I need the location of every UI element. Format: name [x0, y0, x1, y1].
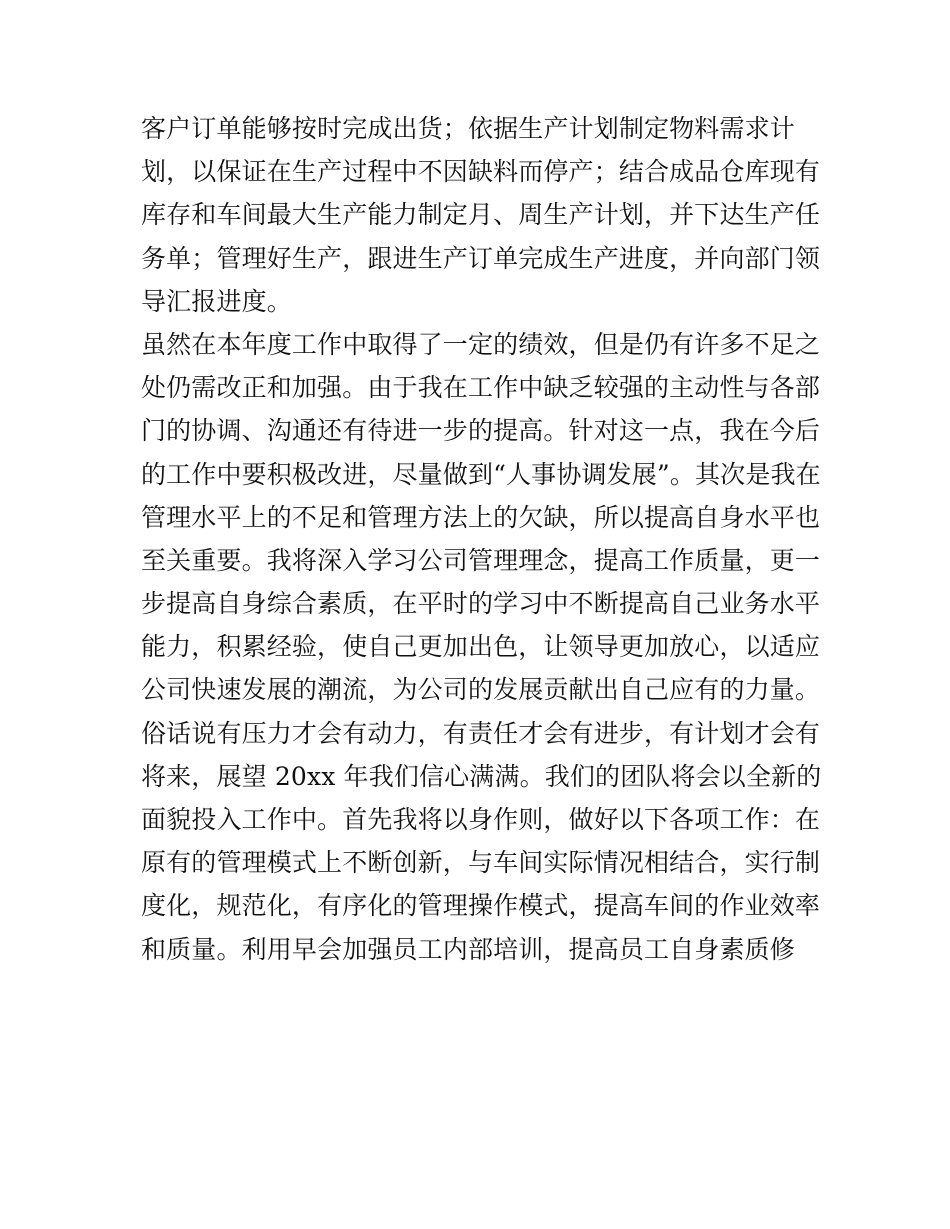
- text-line: 度化，规范化，有序化的管理操作模式，提高车间的作业效率: [141, 891, 821, 921]
- text-line: 至关重要。我将深入学习公司管理理念，提高工作质量，更一: [141, 545, 821, 575]
- text-line: 的工作中要积极改进，尽量做到“人事协调发展”。其次是我在: [141, 459, 821, 489]
- text-line: 划，以保证在生产过程中不因缺料而停产；结合成品仓库现有: [141, 157, 821, 187]
- text-line: 步提高自身综合素质，在平时的学习中不断提高自己业务水平: [141, 589, 821, 619]
- text-line: 务单；管理好生产，跟进生产订单完成生产进度，并向部门领: [141, 243, 821, 273]
- text-line: 将来，展望 20xx 年我们信心满满。我们的团队将会以全新的: [141, 761, 822, 791]
- text-line: 客户订单能够按时完成出货；依据生产计划制定物料需求计: [141, 114, 795, 143]
- text-line: 虽然在本年度工作中取得了一定的绩效，但是仍有许多不足之: [141, 329, 821, 359]
- text-line: 处仍需改正和加强。由于我在工作中缺乏较强的主动性与各部: [141, 373, 821, 403]
- text-line: 面貌投入工作中。首先我将以身作则，做好以下各项工作：在: [141, 805, 821, 834]
- text-line: 导汇报进度。: [141, 286, 292, 316]
- text-line: 俗话说有压力才会有动力，有责任才会有进步，有计划才会有: [141, 718, 821, 748]
- text-line: 原有的管理模式上不断创新，与车间实际情况相结合，实行制: [141, 848, 821, 878]
- text-line: 库存和车间最大生产能力制定月、周生产计划，并下达生产任: [141, 200, 821, 230]
- text-line: 能力，积累经验，使自己更加出色，让领导更加放心，以适应: [141, 632, 821, 662]
- text-line: 门的协调、沟通还有待进一步的提高。针对这一点，我在今后: [141, 416, 821, 446]
- document-body-text: [141, 107, 821, 971]
- text-line: 和质量。利用早会加强员工内部培训，提高员工自身素质修: [141, 934, 795, 964]
- text-line: 公司快速发展的潮流，为公司的发展贡献出自己应有的力量。: [141, 675, 821, 705]
- text-line: 管理水平上的不足和管理方法上的欠缺，所以提高自身水平也: [141, 502, 821, 532]
